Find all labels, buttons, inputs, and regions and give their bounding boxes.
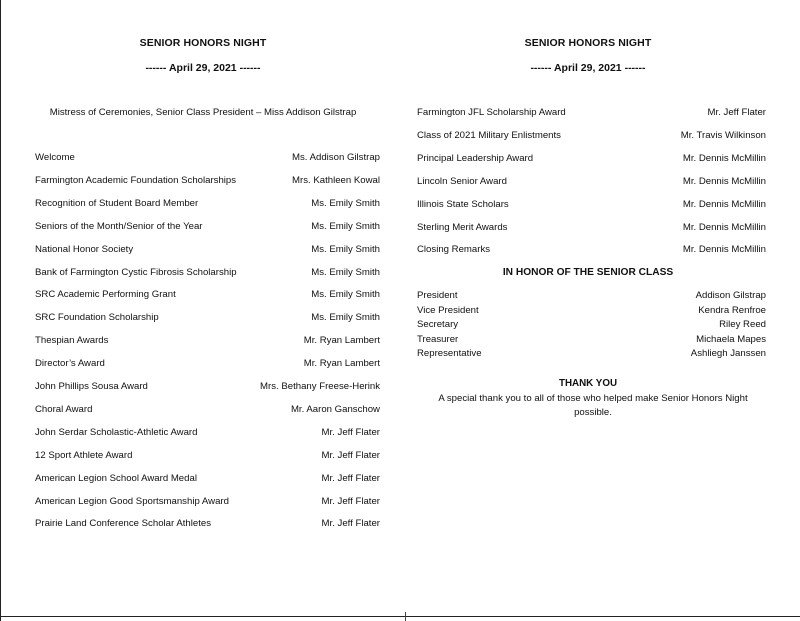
left-page — [18, 0, 388, 612]
award-name: Farmington Academic Foundation Scholarships — [35, 174, 237, 186]
program-item — [35, 289, 380, 300]
award-name: 12 Sport Athlete Award — [35, 449, 133, 461]
award-name: Sterling Merit Awards — [417, 221, 508, 233]
presenter-name: Mr. Jeff Flater — [707, 107, 766, 118]
program-item — [35, 152, 380, 163]
officer-role: Treasurer — [417, 333, 459, 345]
thank-you-title: THANK YOU — [558, 378, 618, 389]
presenter-name: Ms. Addison Gilstrap — [292, 152, 380, 163]
program-item — [417, 176, 766, 187]
page-title: SENIOR HONORS NIGHT — [139, 37, 267, 49]
officer-name: Ashliegh Janssen — [690, 348, 766, 359]
award-name: John Serdar Scholastic-Athletic Award — [35, 426, 198, 438]
presenter-name: Mr. Jeff Flater — [321, 518, 380, 530]
presenter-name: Ms. Emily Smith — [311, 289, 380, 301]
thank-you-text: A special thank you to all of those who helped make Senior Honors Night possible. — [438, 393, 748, 418]
presenter-name: Mr. Dennis McMillin — [682, 175, 766, 187]
page-title: SENIOR HONORS NIGHT — [524, 37, 652, 49]
presenter-name: Mr. Jeff Flater — [321, 472, 380, 484]
award-name: National Honor Society — [35, 243, 134, 255]
award-name: Director’s Award — [35, 358, 105, 370]
presenter-name: Ms. Emily Smith — [311, 243, 380, 255]
program-item — [35, 198, 380, 209]
officer-role: Secretary — [417, 319, 459, 330]
officer-name: Kendra Renfroe — [698, 304, 766, 316]
presenter-name: Mr. Dennis McMillin — [682, 221, 766, 233]
program-item — [35, 221, 380, 232]
award-name: Closing Remarks — [417, 244, 491, 256]
program-item — [35, 496, 380, 507]
program-item — [35, 312, 380, 323]
presenter-name: Mr. Ryan Lambert — [303, 335, 380, 347]
program-item — [417, 222, 766, 233]
presenter-name: Mr. Jeff Flater — [321, 449, 380, 461]
program-item — [417, 130, 766, 141]
officer-row — [417, 305, 766, 316]
presenter-name: Mr. Aaron Ganschow — [290, 403, 380, 415]
presenter-name: Mr. Dennis McMillin — [682, 244, 766, 256]
award-name: Choral Award — [35, 403, 93, 415]
award-name: SRC Foundation Scholarship — [35, 312, 159, 324]
award-name: Class of 2021 Military Enlistments — [417, 129, 561, 141]
program-item — [417, 199, 766, 210]
presenter-name: Ms. Emily Smith — [311, 197, 380, 209]
award-name: Welcome — [35, 152, 75, 163]
presenter-name: Mr. Travis Wilkinson — [680, 129, 766, 141]
officer-row — [417, 334, 766, 345]
award-name: American Legion Good Sportsmanship Award — [35, 495, 229, 507]
presenter-name: Mr. Dennis McMillin — [682, 198, 766, 210]
right-page — [410, 0, 766, 612]
officer-row — [417, 319, 766, 330]
emcee-line: Mistress of Ceremonies, Senior Class President – Miss Addison Gilstrap — [49, 107, 357, 118]
officer-name: Riley Reed — [719, 319, 766, 330]
event-date: ------ April 29, 2021 ------ — [530, 62, 646, 74]
page-border-left — [0, 0, 1, 621]
award-name: Thespian Awards — [35, 335, 109, 347]
presenter-name: Ms. Emily Smith — [311, 266, 380, 278]
program-item — [35, 381, 380, 392]
officer-role: Representative — [417, 348, 482, 359]
award-name: Lincoln Senior Award — [417, 175, 507, 187]
program-item — [35, 427, 380, 438]
officer-row — [417, 290, 766, 301]
award-name: Principal Leadership Award — [417, 152, 534, 164]
award-name: American Legion School Award Medal — [35, 472, 197, 484]
award-name: Bank of Farmington Cystic Fibrosis Scholarship — [35, 266, 237, 278]
program-item — [417, 244, 766, 255]
presenter-name: Mr. Jeff Flater — [321, 426, 380, 438]
award-name: SRC Academic Performing Grant — [35, 289, 176, 301]
award-name: Illinois State Scholars — [417, 198, 509, 210]
honor-heading: IN HONOR OF THE SENIOR CLASS — [502, 267, 674, 278]
program-item — [35, 358, 380, 369]
page-divider — [405, 612, 406, 621]
officer-row — [417, 348, 766, 359]
program-item — [35, 450, 380, 461]
presenter-name: Mr. Dennis McMillin — [682, 152, 766, 164]
award-name: Seniors of the Month/Senior of the Year — [35, 220, 203, 232]
presenter-name: Mr. Jeff Flater — [321, 495, 380, 507]
officer-name: Michaela Mapes — [696, 333, 766, 345]
program-item — [417, 107, 766, 118]
presenter-name: Mrs. Kathleen Kowal — [292, 174, 380, 186]
award-name: Recognition of Student Board Member — [35, 197, 199, 209]
officer-role: Vice President — [417, 304, 479, 316]
program-item — [35, 335, 380, 346]
program-item — [35, 175, 380, 186]
program-item — [35, 473, 380, 484]
presenter-name: Mr. Ryan Lambert — [303, 358, 380, 370]
presenter-name: Mrs. Bethany Freese-Herink — [260, 381, 380, 392]
award-name: Prairie Land Conference Scholar Athletes — [35, 518, 211, 530]
program-item — [35, 404, 380, 415]
program-item — [35, 244, 380, 255]
page-border-bottom — [0, 616, 800, 617]
program-item — [417, 153, 766, 164]
award-name: Farmington JFL Scholarship Award — [417, 107, 566, 118]
officer-role: President — [417, 290, 458, 301]
program-item — [35, 267, 380, 278]
event-date: ------ April 29, 2021 ------ — [145, 62, 261, 74]
award-name: John Phillips Sousa Award — [35, 381, 148, 392]
program-item — [35, 518, 380, 529]
presenter-name: Ms. Emily Smith — [311, 312, 380, 324]
presenter-name: Ms. Emily Smith — [311, 220, 380, 232]
officer-name: Addison Gilstrap — [695, 290, 766, 301]
